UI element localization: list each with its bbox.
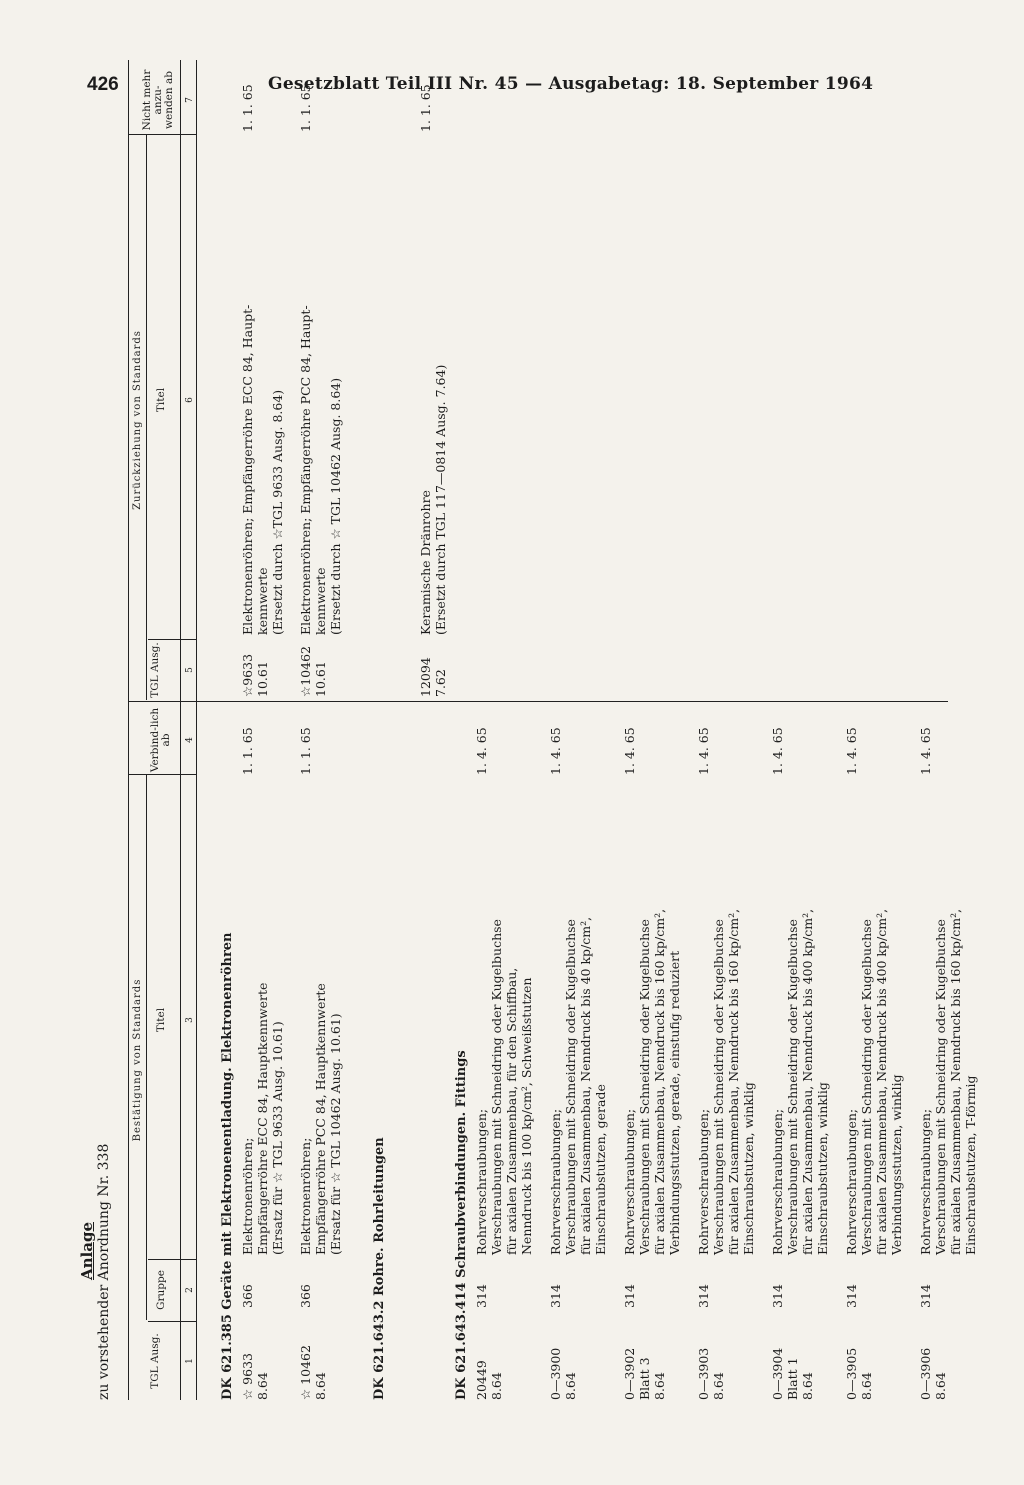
titel: Rohrverschraubungen; Verschraubungen mit Schneidring oder Kugelbuchse für axialen Zusammenbau, Nenndruck bis 400 kp/cm², Einschraubstutzen, winklig — [770, 908, 830, 1255]
tgl-number: 0—3902 Blatt 3 8.64 — [622, 1347, 667, 1400]
anlage-block — [80, 1144, 112, 1400]
verbindlich-ab: 1. 4. 65 — [622, 727, 637, 775]
col-num-3: 3 — [185, 1017, 195, 1023]
tgl-old: ☆10462 10.61 — [298, 646, 328, 697]
verbindlich-ab: 1. 4. 65 — [548, 727, 563, 775]
gruppe: 314 — [770, 1284, 785, 1308]
col-num-7: 7 — [185, 97, 195, 103]
gruppe: 366 — [298, 1284, 313, 1308]
table-header — [128, 60, 208, 1400]
group-rule-left — [146, 775, 147, 1320]
col-num-6: 6 — [185, 397, 195, 403]
header-top-rule — [128, 60, 129, 1400]
tgl-number: ☆ 10462 8.64 — [298, 1345, 328, 1400]
nicht-mehr-ab: 1. 1. 65 — [298, 84, 313, 132]
tgl-old: ☆9633 10.61 — [240, 653, 270, 697]
col-divider — [148, 639, 196, 640]
main-divider — [128, 701, 948, 702]
tgl-number: 0—3900 8.64 — [548, 1347, 578, 1400]
group-label-bestaetigung: Bestätigung von Standards — [132, 978, 143, 1142]
header-mid-rule — [180, 60, 181, 1400]
page-number: 426 — [87, 74, 119, 95]
verbindlich-ab: 1. 4. 65 — [770, 727, 785, 775]
tgl-number: ☆ 9633 8.64 — [240, 1353, 270, 1400]
col-head-5: TGL Ausg. — [149, 642, 161, 698]
titel: Rohrverschraubungen; Verschraubungen mit Schneidring oder Kugelbuchse für axialen Zusammenbau, Nenndruck bis 400 kp/cm², Verbindungsstutzen, winklig — [844, 908, 904, 1255]
verbindlich-ab: 1. 4. 65 — [696, 727, 711, 775]
verbindlich-ab: 1. 4. 65 — [474, 727, 489, 775]
col-divider — [128, 774, 196, 775]
gruppe: 314 — [548, 1284, 563, 1308]
gazette-title: Gesetzblatt Teil III Nr. 45 — Ausgabetag: 18. September 1964 — [268, 74, 874, 94]
tgl-number: 0—3905 8.64 — [844, 1347, 874, 1400]
col-head-4: Verbind-lich ab — [149, 707, 172, 773]
verbindlich-ab: 1. 1. 65 — [298, 727, 313, 775]
titel: Rohrverschraubungen; Verschraubungen mit Schneidring oder Kugelbuchse für axialen Zusammenbau, Nenndruck bis 160 kp/cm², Einschraubstutzen, T-förmig — [918, 908, 978, 1255]
header-bottom-rule — [196, 60, 197, 1400]
anlage-subtitle: zu vorstehender Anordnung Nr. 338 — [96, 1143, 112, 1400]
titel-old: Elektronenröhren; Empfängerröhre PCC 84, Haupt- kennwerte (Ersetzt durch ☆ TGL 10462 Ausg. 8.64) — [298, 305, 343, 635]
col-head-3: Titel — [155, 1007, 167, 1033]
group-label-zurueckziehung: Zurückziehung von Standards — [132, 330, 143, 510]
gruppe: 314 — [844, 1284, 859, 1308]
nicht-mehr-ab: 1. 1. 65 — [240, 84, 255, 132]
col-divider — [128, 134, 196, 135]
col-num-1: 1 — [185, 1358, 195, 1364]
col-divider — [148, 1259, 196, 1260]
anlage-title: Anlage — [78, 1222, 96, 1280]
gruppe: 314 — [474, 1284, 489, 1308]
tgl-old: 12094 7.62 — [418, 657, 448, 697]
titel: Rohrverschraubungen; Verschraubungen mit Schneidring oder Kugelbuchse für axialen Zusammenbau, für den Schiffbau, Nenndruck bis 100 kp/cm², Schweißstutzen — [474, 919, 534, 1255]
verbindlich-ab: 1. 4. 65 — [918, 727, 933, 775]
tgl-number: 20449 8.64 — [474, 1360, 504, 1400]
gruppe: 314 — [696, 1284, 711, 1308]
gruppe: 366 — [240, 1284, 255, 1308]
tgl-number: 0—3903 8.64 — [696, 1347, 726, 1400]
titel-old: Elektronenröhren; Empfängerröhre ECC 84, Haupt- kennwerte (Ersetzt durch ☆TGL 9633 Ausg. 8.64) — [240, 304, 285, 635]
titel: Elektronenröhren; Empfängerröhre ECC 84, Hauptkennwerte (Ersatz für ☆ TGL 9633 Ausg. 10.61) — [240, 982, 285, 1255]
titel: Rohrverschraubungen; Verschraubungen mit Schneidring oder Kugelbuchse für axialen Zusammenbau, Nenndruck bis 160 kp/cm², Einschraubstutzen, winklig — [696, 908, 756, 1255]
group-rule-right — [146, 135, 147, 700]
col-head-1: TGL Ausg. — [149, 1333, 161, 1389]
col-divider — [148, 1321, 196, 1322]
rotated-table-page — [78, 60, 978, 1400]
titel-old: Keramische Dränrohre (Ersetzt durch TGL 117—0814 Ausg. 7.64) — [418, 364, 448, 635]
col-head-7: Nicht mehr anzu-wenden ab — [141, 69, 175, 131]
nicht-mehr-ab: 1. 1. 65 — [418, 84, 433, 132]
tgl-number: 0—3904 Blatt 1 8.64 — [770, 1347, 815, 1400]
titel: Rohrverschraubungen; Verschraubungen mit Schneidring oder Kugelbuchse für axialen Zusammenbau, Nenndruck bis 40 kp/cm², Einschraubstutzen, gerade — [548, 916, 608, 1255]
gruppe: 314 — [918, 1284, 933, 1308]
titel: Rohrverschraubungen; Verschraubungen mit Schneidring oder Kugelbuchse für axialen Zusammenbau, Nenndruck bis 160 kp/cm², Verbindungsstutzen, gerade, einstufig reduziert — [622, 908, 682, 1255]
titel: Elektronenröhren; Empfängerröhre PCC 84, Hauptkennwerte (Ersatz für ☆ TGL 10462 Ausg. 10.61) — [298, 983, 343, 1255]
col-num-4: 4 — [185, 737, 195, 743]
verbindlich-ab: 1. 4. 65 — [844, 727, 859, 775]
tgl-number: 0—3906 8.64 — [918, 1347, 948, 1400]
col-num-5: 5 — [185, 667, 195, 673]
verbindlich-ab: 1. 1. 65 — [240, 727, 255, 775]
section-heading: DK 621.643.2 Rohre. Rohrleitungen — [372, 1137, 387, 1400]
col-num-2: 2 — [185, 1287, 195, 1293]
section-heading: DK 621.385 Geräte mit Elektronenentladung. Elektronenröhren — [220, 932, 235, 1400]
col-head-2: Gruppe — [155, 1270, 167, 1310]
section-heading: DK 621.643.414 Schraubverbindungen. Fittings — [454, 1050, 469, 1400]
gruppe: 314 — [622, 1284, 637, 1308]
col-head-6: Titel — [155, 387, 167, 413]
